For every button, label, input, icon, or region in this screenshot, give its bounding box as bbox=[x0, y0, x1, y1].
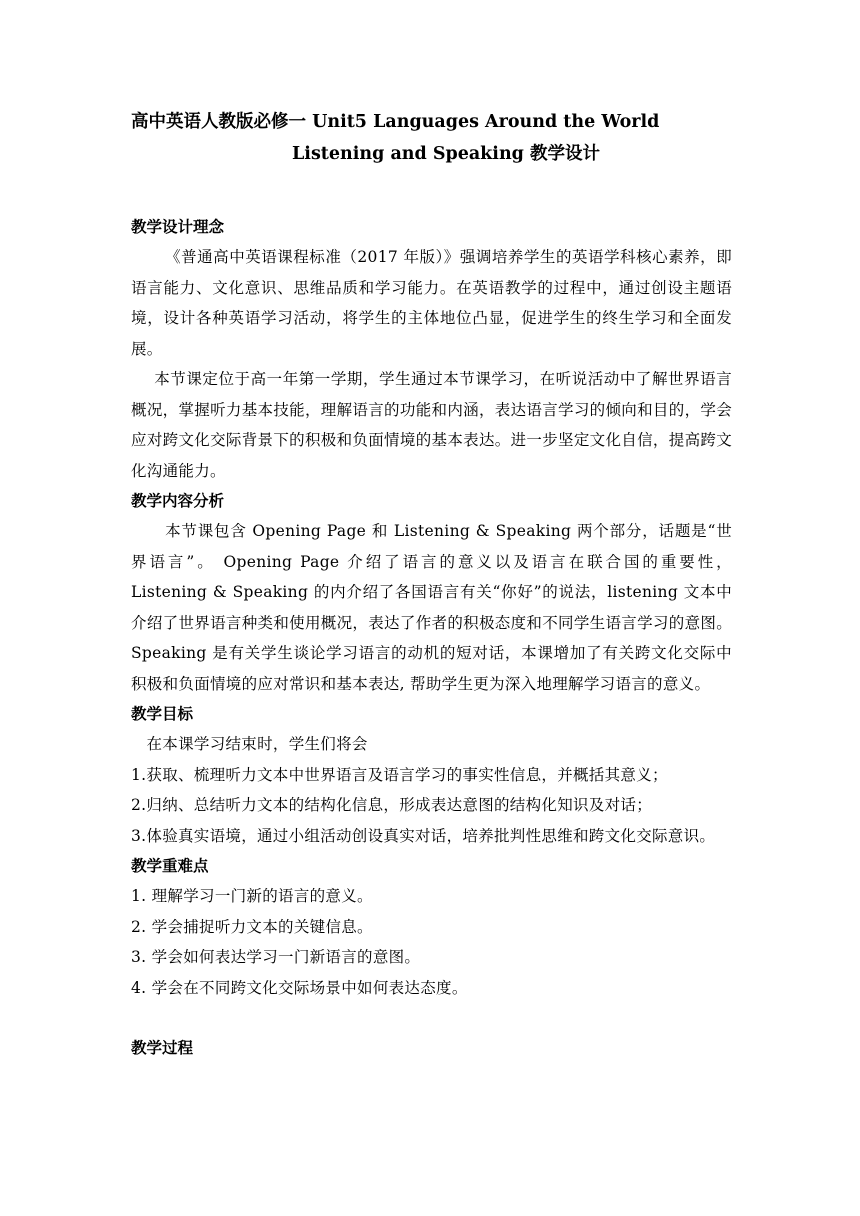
section-heading-objectives: 教学目标 bbox=[131, 704, 194, 723]
document-title-line1: 高中英语人教版必修一 Unit5 Languages Around the World bbox=[131, 112, 660, 132]
key-point-item-1: 1. 理解学习一门新的语言的意义。 bbox=[131, 887, 373, 905]
section-heading-process: 教学过程 bbox=[131, 1038, 194, 1057]
section-heading-content: 教学内容分析 bbox=[131, 491, 225, 510]
objectives-intro: 在本课学习结束时，学生们将会 bbox=[146, 735, 368, 753]
concept-paragraph-2: 本节课定位于高一年第一学期，学生通过本节课学习，在听说活动中了解世界语言概况，掌握听力基本技能，理解语言的功能和内涵，表达语言学习的倾向和目的，学会应对跨文化交际背景下的积极和负面情境的基本表达。进一步坚定文化自信，提高跨文化沟通能力。 bbox=[131, 370, 732, 480]
key-point-item-4: 4. 学会在不同跨文化交际场景中如何表达态度。 bbox=[131, 978, 468, 997]
section-heading-concept: 教学设计理念 bbox=[131, 217, 225, 236]
objective-item-3: 3.体验真实语境，通过小组活动创设真实对话，培养批判性思维和跨文化交际意识。 bbox=[131, 826, 716, 845]
key-point-item-2: 2. 学会捕捉听力文本的关键信息。 bbox=[131, 917, 373, 936]
concept-paragraph-1: 《普通高中英语课程标准（2017 年版）》强调培养学生的英语学科核心素养，即语言能力、文化意识、思维品质和学习能力。在英语教学的过程中，通过创设主题语境，设计各种英语学习活动，将学生的主体地位凸显，促进学生的终生学习和全面发展。 bbox=[131, 248, 732, 358]
objective-item-1: 1.获取、梳理听力文本中世界语言及语言学习的事实性信息，并概括其意义； bbox=[131, 765, 668, 784]
key-point-item-3: 3. 学会如何表达学习一门新语言的意图。 bbox=[131, 948, 421, 966]
document-title-line2: Listening and Speaking 教学设计 bbox=[292, 144, 601, 164]
section-heading-key-points: 教学重难点 bbox=[131, 856, 209, 875]
content-paragraph-1: 本节课包含 Opening Page 和 Listening & Speaking 两个部分，话题是“世界语言”。 Opening Page 介绍了语言的意义以及语言在联合国的重要性，Listening & Speaking 的内介绍了各国语言有关“你好”的说法，listening 文本中介绍了世界语言种类和使用概况，表达了作者的积极态度和不同学生语言学习的意图。Speaking 是有关学生谈论学习语言的动机的短对话，本课增加了有关跨文化交际中积极和负面情境的应对常识和基本表达, 帮助学生更为深入地理解学习语言的意义。 bbox=[131, 522, 732, 693]
objective-item-2: 2.归纳、总结听力文本的结构化信息，形成表达意图的结构化知识及对话； bbox=[131, 796, 652, 814]
